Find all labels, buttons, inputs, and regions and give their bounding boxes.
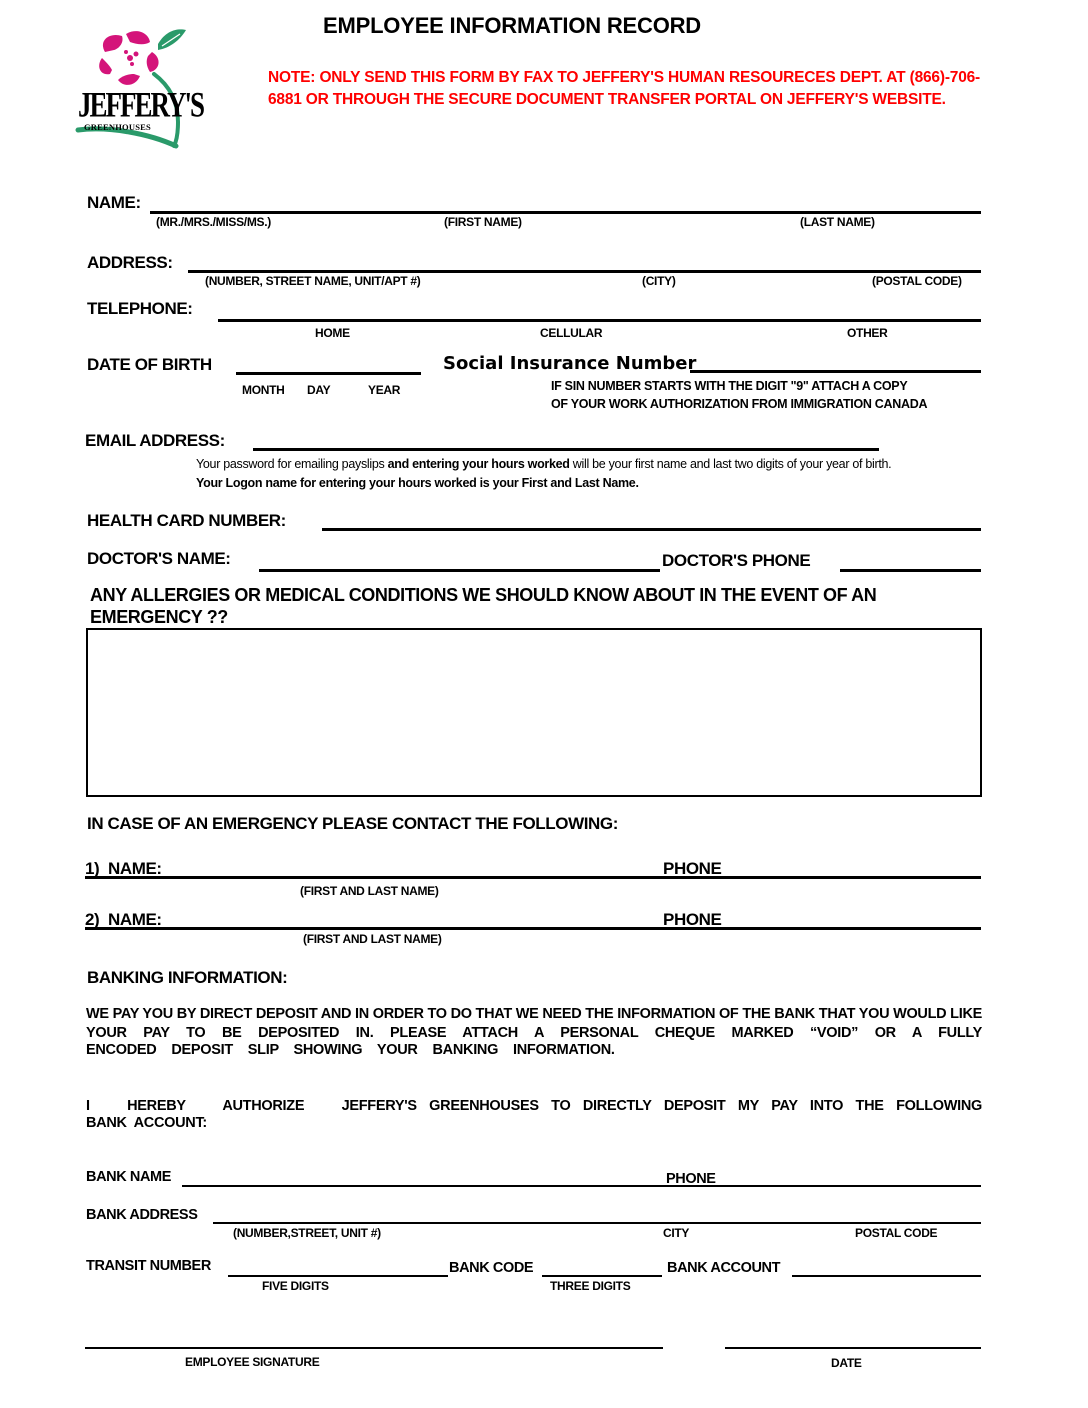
email-logon-note: Your Logon name for entering your hours worked is your First and Last Name.	[196, 476, 639, 490]
name-input[interactable]	[152, 190, 982, 212]
bank-name-label: BANK NAME	[86, 1169, 172, 1185]
medical-question: ANY ALLERGIES OR MEDICAL CONDITIONS WE SHOULD KNOW ABOUT IN THE EVENT OF AN EMERGENCY ??	[90, 585, 877, 627]
date-label: DATE	[831, 1356, 862, 1370]
bank-address-hint-postal: POSTAL CODE	[855, 1226, 938, 1240]
doctor-phone-input[interactable]	[842, 548, 982, 570]
health-card-label: HEALTH CARD NUMBER:	[87, 511, 286, 530]
telephone-input[interactable]	[220, 298, 982, 320]
contact-2-phone-label: PHONE	[663, 910, 722, 929]
address-label: ADDRESS:	[87, 253, 173, 272]
email-note-part-c: will be your first name and last two digits of your year of birth.	[569, 457, 892, 471]
banking-heading: BANKING INFORMATION:	[87, 968, 288, 987]
contact-1-phone-label: PHONE	[663, 859, 722, 878]
bank-code-label: BANK CODE	[449, 1260, 534, 1276]
bank-phone-label: PHONE	[666, 1171, 716, 1187]
signature-label: EMPLOYEE SIGNATURE	[185, 1355, 320, 1369]
telephone-hint-other: OTHER	[847, 326, 888, 340]
contact-2-hint: (FIRST AND LAST NAME)	[303, 932, 442, 946]
telephone-hint-cellular: CELLULAR	[540, 326, 603, 340]
contact-2-phone-input[interactable]	[735, 906, 982, 928]
sin-note-line2: OF YOUR WORK AUTHORIZATION FROM IMMIGRATION CANADA	[551, 397, 928, 411]
bank-address-input[interactable]	[215, 1202, 982, 1223]
name-label: NAME:	[87, 193, 141, 212]
company-logo	[70, 22, 204, 152]
logo-tagline: GREENHOUSES	[84, 122, 151, 132]
bank-code-hint: THREE DIGITS	[550, 1279, 631, 1293]
banking-paragraph-last: ENCODED DEPOSIT SLIP SHOWING YOUR BANKING INFORMATION.	[86, 1042, 615, 1058]
dob-hint-month: MONTH	[242, 383, 285, 397]
doctor-phone-label: DOCTOR'S PHONE	[662, 551, 811, 570]
email-input[interactable]	[255, 427, 880, 449]
name-hint-title: (MR./MRS./MISS/MS.)	[156, 215, 271, 229]
contact-1-name-input[interactable]	[180, 855, 659, 877]
doctor-name-label: DOCTOR'S NAME:	[87, 549, 231, 568]
email-note-part-a: Your password for emailing payslips	[196, 457, 388, 471]
bank-code-input[interactable]	[544, 1255, 663, 1276]
email-note-part-b: and entering your hours worked	[387, 457, 570, 471]
telephone-hint-home: HOME	[315, 326, 350, 340]
email-label: EMAIL ADDRESS:	[85, 431, 225, 450]
health-card-input[interactable]	[324, 507, 982, 529]
name-hint-last: (LAST NAME)	[800, 215, 875, 229]
dob-hint-year: YEAR	[368, 383, 401, 397]
medical-conditions-textarea[interactable]	[86, 628, 982, 797]
emergency-heading: IN CASE OF AN EMERGENCY PLEASE CONTACT THE FOLLOWING:	[87, 814, 618, 833]
address-hint-city: (CITY)	[642, 274, 676, 288]
bank-account-label: BANK ACCOUNT	[667, 1260, 781, 1276]
bank-account-input[interactable]	[794, 1255, 982, 1276]
banking-paragraph: WE PAY YOU BY DIRECT DEPOSIT AND IN ORDER TO DO THAT WE NEED THE INFORMATION OF THE BANK THAT YOU WOULD LIKE YOUR PAY TO BE DEPOSITED IN. PLEASE ATTACH A PERSONAL CHEQUE MARKED “VOID” OR A FULLY	[86, 1006, 982, 1041]
signature-line[interactable]	[85, 1347, 663, 1349]
authorize-paragraph: I HEREBY AUTHORIZE JEFFERY'S GREENHOUSES TO DIRECTLY DEPOSIT MY PAY INTO THE FOLLOWING	[86, 1098, 982, 1114]
logo-wordmark: JEFFERY'S	[78, 84, 204, 125]
transit-hint: FIVE DIGITS	[262, 1279, 329, 1293]
date-line[interactable]	[725, 1347, 981, 1349]
sin-input[interactable]	[692, 349, 982, 371]
dob-input[interactable]	[238, 351, 422, 373]
sin-note-line1: IF SIN NUMBER STARTS WITH THE DIGIT "9" ATTACH A COPY	[551, 379, 908, 393]
fax-note: NOTE: ONLY SEND THIS FORM BY FAX TO JEFFERY'S HUMAN RESOUREСES DEPT. AT (866)-706-6881 OR THROUGH THE SECURE DOCUMENT TRANSFER PORTAL ON JEFFERY'S WEBSITE.	[268, 69, 980, 108]
bank-address-label: BANK ADDRESS	[86, 1207, 198, 1223]
transit-label: TRANSIT NUMBER	[86, 1258, 211, 1274]
address-input[interactable]	[190, 249, 982, 271]
contact-2-name-input[interactable]	[180, 906, 659, 928]
telephone-label: TELEPHONE:	[87, 299, 193, 318]
sin-label: Social Insurance Number	[443, 353, 697, 374]
dob-label: DATE OF BIRTH	[87, 355, 212, 374]
contact-2-label: 2) NAME:	[85, 910, 162, 929]
bank-name-input[interactable]	[184, 1165, 663, 1186]
bank-address-hint-city: CITY	[663, 1226, 690, 1240]
email-password-note	[196, 457, 891, 471]
address-hint-street: (NUMBER, STREET NAME, UNIT/APT #)	[205, 274, 421, 288]
bank-address-hint-street: (NUMBER,STREET, UNIT #)	[233, 1226, 381, 1240]
contact-1-hint: (FIRST AND LAST NAME)	[300, 884, 439, 898]
name-hint-first: (FIRST NAME)	[444, 215, 522, 229]
page-title: EMPLOYEE INFORMATION RECORD	[323, 13, 701, 38]
address-hint-postal: (POSTAL CODE)	[872, 274, 962, 288]
doctor-name-input[interactable]	[261, 548, 661, 570]
authorize-paragraph-last: BANK ACCOUNT:	[86, 1115, 207, 1131]
transit-input[interactable]	[230, 1255, 449, 1276]
contact-1-phone-input[interactable]	[735, 855, 982, 877]
contact-1-label: 1) NAME:	[85, 859, 162, 878]
dob-hint-day: DAY	[307, 383, 331, 397]
